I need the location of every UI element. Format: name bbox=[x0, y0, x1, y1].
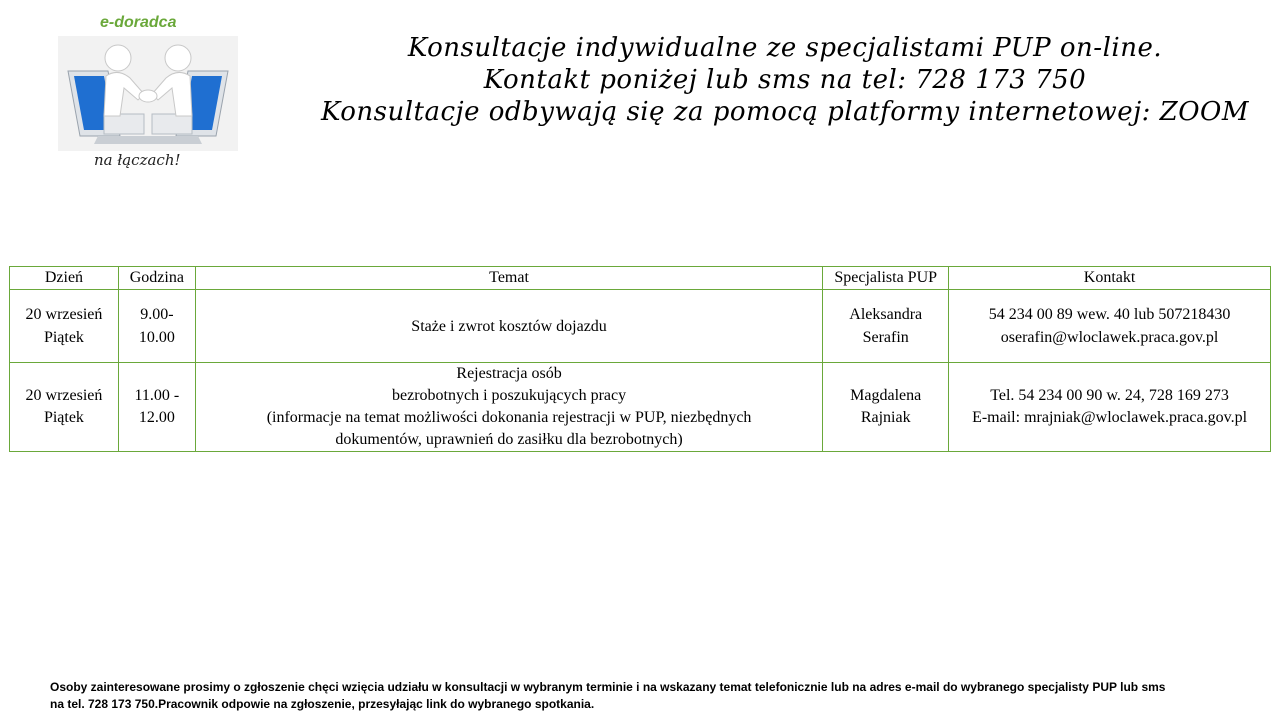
contact-phone: Tel. 54 234 00 90 w. 24, 728 169 273 bbox=[990, 387, 1229, 404]
table-header-row bbox=[10, 267, 1271, 290]
logo-title: e-doradca bbox=[100, 14, 177, 31]
table-row bbox=[10, 363, 1271, 452]
topic-line: (informacje na temat możliwości dokonania rejestracji w PUP, niezbędnych bbox=[266, 409, 752, 426]
cell-contact bbox=[949, 363, 1271, 452]
time-end: 10.00 bbox=[138, 329, 175, 346]
table-row bbox=[10, 290, 1271, 363]
handshake-laptops-icon bbox=[58, 36, 238, 151]
cell-specialist bbox=[823, 363, 949, 452]
contact-phone: 54 234 00 89 wew. 40 lub 507218430 bbox=[988, 306, 1231, 323]
cell-topic bbox=[195, 290, 822, 363]
footer-note bbox=[50, 679, 1260, 713]
contact-email: oserafin@wloclawek.praca.gov.pl bbox=[1000, 329, 1219, 346]
cell-day bbox=[10, 363, 119, 452]
cell-time bbox=[118, 290, 195, 363]
footer-line-2: na tel. 728 173 750.Pracownik odpowie na zgłoszenie, przesyłając link do wybranego spotkania. bbox=[50, 697, 595, 711]
cell-topic bbox=[195, 363, 822, 452]
page-headline bbox=[260, 32, 1280, 128]
time-start: 9.00- bbox=[140, 306, 174, 323]
specialist-last-name: Rajniak bbox=[860, 409, 911, 426]
day-weekday: Piątek bbox=[43, 409, 84, 426]
cell-day bbox=[10, 290, 119, 363]
contact-email: E-mail: mrajniak@wloclawek.praca.gov.pl bbox=[972, 409, 1248, 426]
topic-line: bezrobotnych i poszukujących pracy bbox=[391, 387, 627, 404]
cell-specialist bbox=[823, 290, 949, 363]
consultation-schedule-table bbox=[9, 266, 1271, 452]
time-start: 11.00 - bbox=[134, 387, 180, 404]
day-weekday: Piątek bbox=[43, 329, 84, 346]
header-topic: Temat bbox=[195, 267, 822, 290]
specialist-first-name: Aleksandra bbox=[849, 306, 923, 323]
day-date: 20 wrzesień bbox=[25, 387, 103, 404]
headline-line-1: Konsultacje indywidualne ze specjalistami PUP on-line. bbox=[407, 33, 1163, 63]
topic-line: dokumentów, uprawnień do zasiłku dla bezrobotnych) bbox=[335, 431, 683, 448]
header-time: Godzina bbox=[118, 267, 195, 290]
header-contact: Kontakt bbox=[949, 267, 1271, 290]
topic-line: Rejestracja osób bbox=[456, 365, 562, 382]
logo-subtitle: na łączach! bbox=[94, 151, 181, 169]
footer-line-1: Osoby zainteresowane prosimy o zgłoszenie chęci wzięcia udziału w konsultacji w wybranym terminie i na wskazany temat telefonicznie lub na adres e-mail do wybranego specjalisty PUP lub sms bbox=[50, 680, 1166, 694]
headline-line-2: Kontakt poniżej lub sms na tel: 728 173 750 bbox=[483, 65, 1087, 95]
time-end: 12.00 bbox=[138, 409, 175, 426]
cell-time bbox=[118, 363, 195, 452]
headline-line-3: Konsultacje odbywają się za pomocą platformy internetowej: ZOOM bbox=[321, 97, 1249, 127]
specialist-last-name: Serafin bbox=[862, 329, 909, 346]
specialist-first-name: Magdalena bbox=[850, 387, 922, 404]
cell-contact bbox=[949, 290, 1271, 363]
topic-line: Staże i zwrot kosztów dojazdu bbox=[411, 317, 607, 335]
day-date: 20 wrzesień bbox=[25, 306, 103, 323]
e-doradca-logo bbox=[58, 10, 238, 175]
header-day: Dzień bbox=[10, 267, 119, 290]
header-specialist: Specjalista PUP bbox=[823, 267, 949, 290]
